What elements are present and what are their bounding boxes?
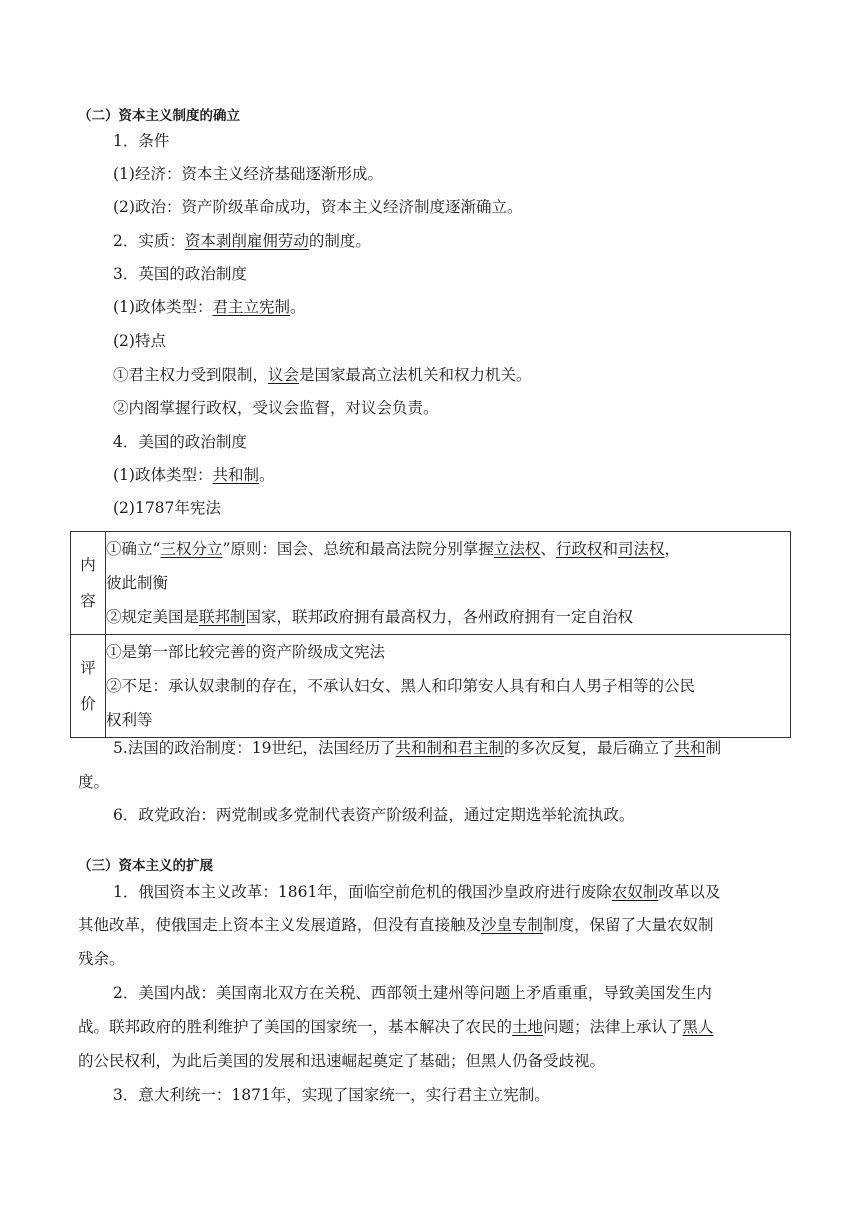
evaluation-line-3: 权利等	[106, 711, 153, 729]
text: ②规定美国是	[106, 608, 200, 626]
row-label-evaluation	[71, 635, 106, 738]
text: ”原则：国会、总统和最高法院分别掌握	[222, 540, 494, 558]
us-constitution-heading: (2)1787年宪法	[113, 499, 221, 517]
russia-line-3: 残余。	[78, 950, 125, 968]
us-type-suffix: 。	[258, 466, 275, 484]
uk-feature-2: ②内阁掌握行政权，受议会监督，对议会负责。	[113, 399, 439, 417]
russia-line-2	[78, 915, 714, 935]
key-term-separation-of-powers: 三权分立	[160, 540, 223, 558]
us-civil-war-line-1: 2．美国内战：美国南北双方在关税、西部领土建州等问题上矛盾重重，导致美国发生内	[113, 984, 712, 1002]
essence-key-term: 资本剥削雇佣劳动	[184, 232, 309, 250]
content-line-2: 彼此制衡	[106, 574, 169, 592]
essence-prefix: 2．实质：	[113, 232, 185, 250]
us-civil-war-line-2	[78, 1017, 714, 1037]
subheading-uk: 3．英国的政治制度	[113, 265, 247, 283]
text: 制度，保留了大量农奴制	[543, 916, 714, 934]
text: 5.法国的政治制度：19世纪，法国经历了	[113, 739, 396, 757]
text: 其他改革，使俄国走上资本主义发展道路，但没有直接触及	[78, 916, 482, 934]
text: 战。联邦政府的胜利维护了美国的国家统一，基本解决了农民的	[78, 1018, 513, 1036]
key-term-black-people: 黑人	[682, 1018, 714, 1036]
evaluation-line-1: ①是第一部比较完善的资产阶级成文宪法	[106, 643, 386, 661]
uk-f1-prefix: ①君主权力受到限制，	[113, 366, 269, 384]
text: 国家，联邦政府拥有最高权力，各州政府拥有一定自治权	[245, 608, 634, 626]
text: ①确立“	[106, 540, 161, 558]
uk-type-key-term: 君主立宪制	[212, 298, 290, 316]
subheading-us: 4．美国的政治制度	[113, 433, 247, 451]
us-government-type	[113, 465, 275, 485]
uk-government-type	[113, 297, 306, 317]
russia-line-1	[113, 882, 720, 902]
italy-unification: 3．意大利统一：1871年，实现了国家统一，实行君主立宪制。	[113, 1086, 550, 1104]
section-heading-expansion: （三）资本主义的扩展	[78, 858, 213, 874]
key-term-land: 土地	[512, 1018, 544, 1036]
uk-type-suffix: 。	[289, 298, 306, 316]
subheading-conditions: 1．条件	[113, 132, 170, 150]
text: 1．俄国资本主义改革：1861年，面临空前危机的俄国沙皇政府进行废除	[113, 883, 612, 901]
france-line-1	[113, 738, 721, 758]
key-term-serfdom: 农奴制	[611, 883, 659, 901]
us-type-key-term: 共和制	[212, 466, 259, 484]
table-row-content	[71, 532, 791, 635]
label-char: 评	[80, 659, 96, 677]
text: 制	[705, 739, 722, 757]
content-cell	[106, 532, 791, 635]
key-term-republic-monarchy: 共和制和君主制	[395, 739, 505, 757]
content-line-3	[106, 600, 790, 634]
text: ，	[664, 540, 680, 558]
us-type-prefix: (1)政体类型：	[113, 466, 213, 484]
uk-feature-1	[113, 365, 532, 385]
condition-economy: (1)经济：资本主义经济基础逐渐形成。	[113, 165, 383, 183]
uk-type-prefix: (1)政体类型：	[113, 298, 213, 316]
us-civil-war-line-3: 的公民权利，为此后美国的发展和迅速崛起奠定了基础；但黑人仍备受歧视。	[78, 1052, 606, 1070]
label-char: 价	[80, 695, 96, 713]
uk-f1-key-term: 议会	[268, 366, 300, 384]
essence-suffix: 的制度。	[308, 232, 371, 250]
evaluation-line-2: ②不足：承认奴隶制的存在，不承认妇女、黑人和印第安人具有和白人男子相等的公民	[106, 677, 696, 695]
row-label-content	[71, 532, 106, 635]
condition-politics: (2)政治：资产阶级革命成功，资本主义经济制度逐渐确立。	[113, 198, 523, 216]
key-term-republic: 共和	[674, 739, 706, 757]
constitution-table	[70, 531, 791, 738]
key-term-judicial: 司法权	[617, 540, 665, 558]
uk-f1-suffix: 是国家最高立法机关和权力机关。	[299, 366, 532, 384]
key-term-legislative: 立法权	[493, 540, 541, 558]
section-heading-establishment: （二）资本主义制度的确立	[78, 108, 240, 124]
uk-features-heading: (2)特点	[113, 332, 166, 350]
evaluation-cell	[106, 635, 791, 738]
text: 、	[540, 540, 556, 558]
key-term-federal: 联邦制	[199, 608, 246, 626]
party-politics: 6．政党政治：两党制或多党制代表资产阶级利益，通过定期选举轮流执政。	[113, 806, 635, 824]
table-row-evaluation	[71, 635, 791, 738]
label-char: 内	[80, 556, 96, 574]
key-term-tsarist-autocracy: 沙皇专制	[481, 916, 544, 934]
content-line-1	[106, 532, 790, 566]
text: 改革以及	[658, 883, 721, 901]
essence-line	[113, 231, 371, 251]
text: 问题；法律上承认了	[543, 1018, 683, 1036]
france-line-2: 度。	[78, 773, 110, 791]
key-term-executive: 行政权	[555, 540, 603, 558]
text: 和	[602, 540, 618, 558]
text: 的多次反复，最后确立了	[504, 739, 675, 757]
label-char: 容	[80, 592, 96, 610]
